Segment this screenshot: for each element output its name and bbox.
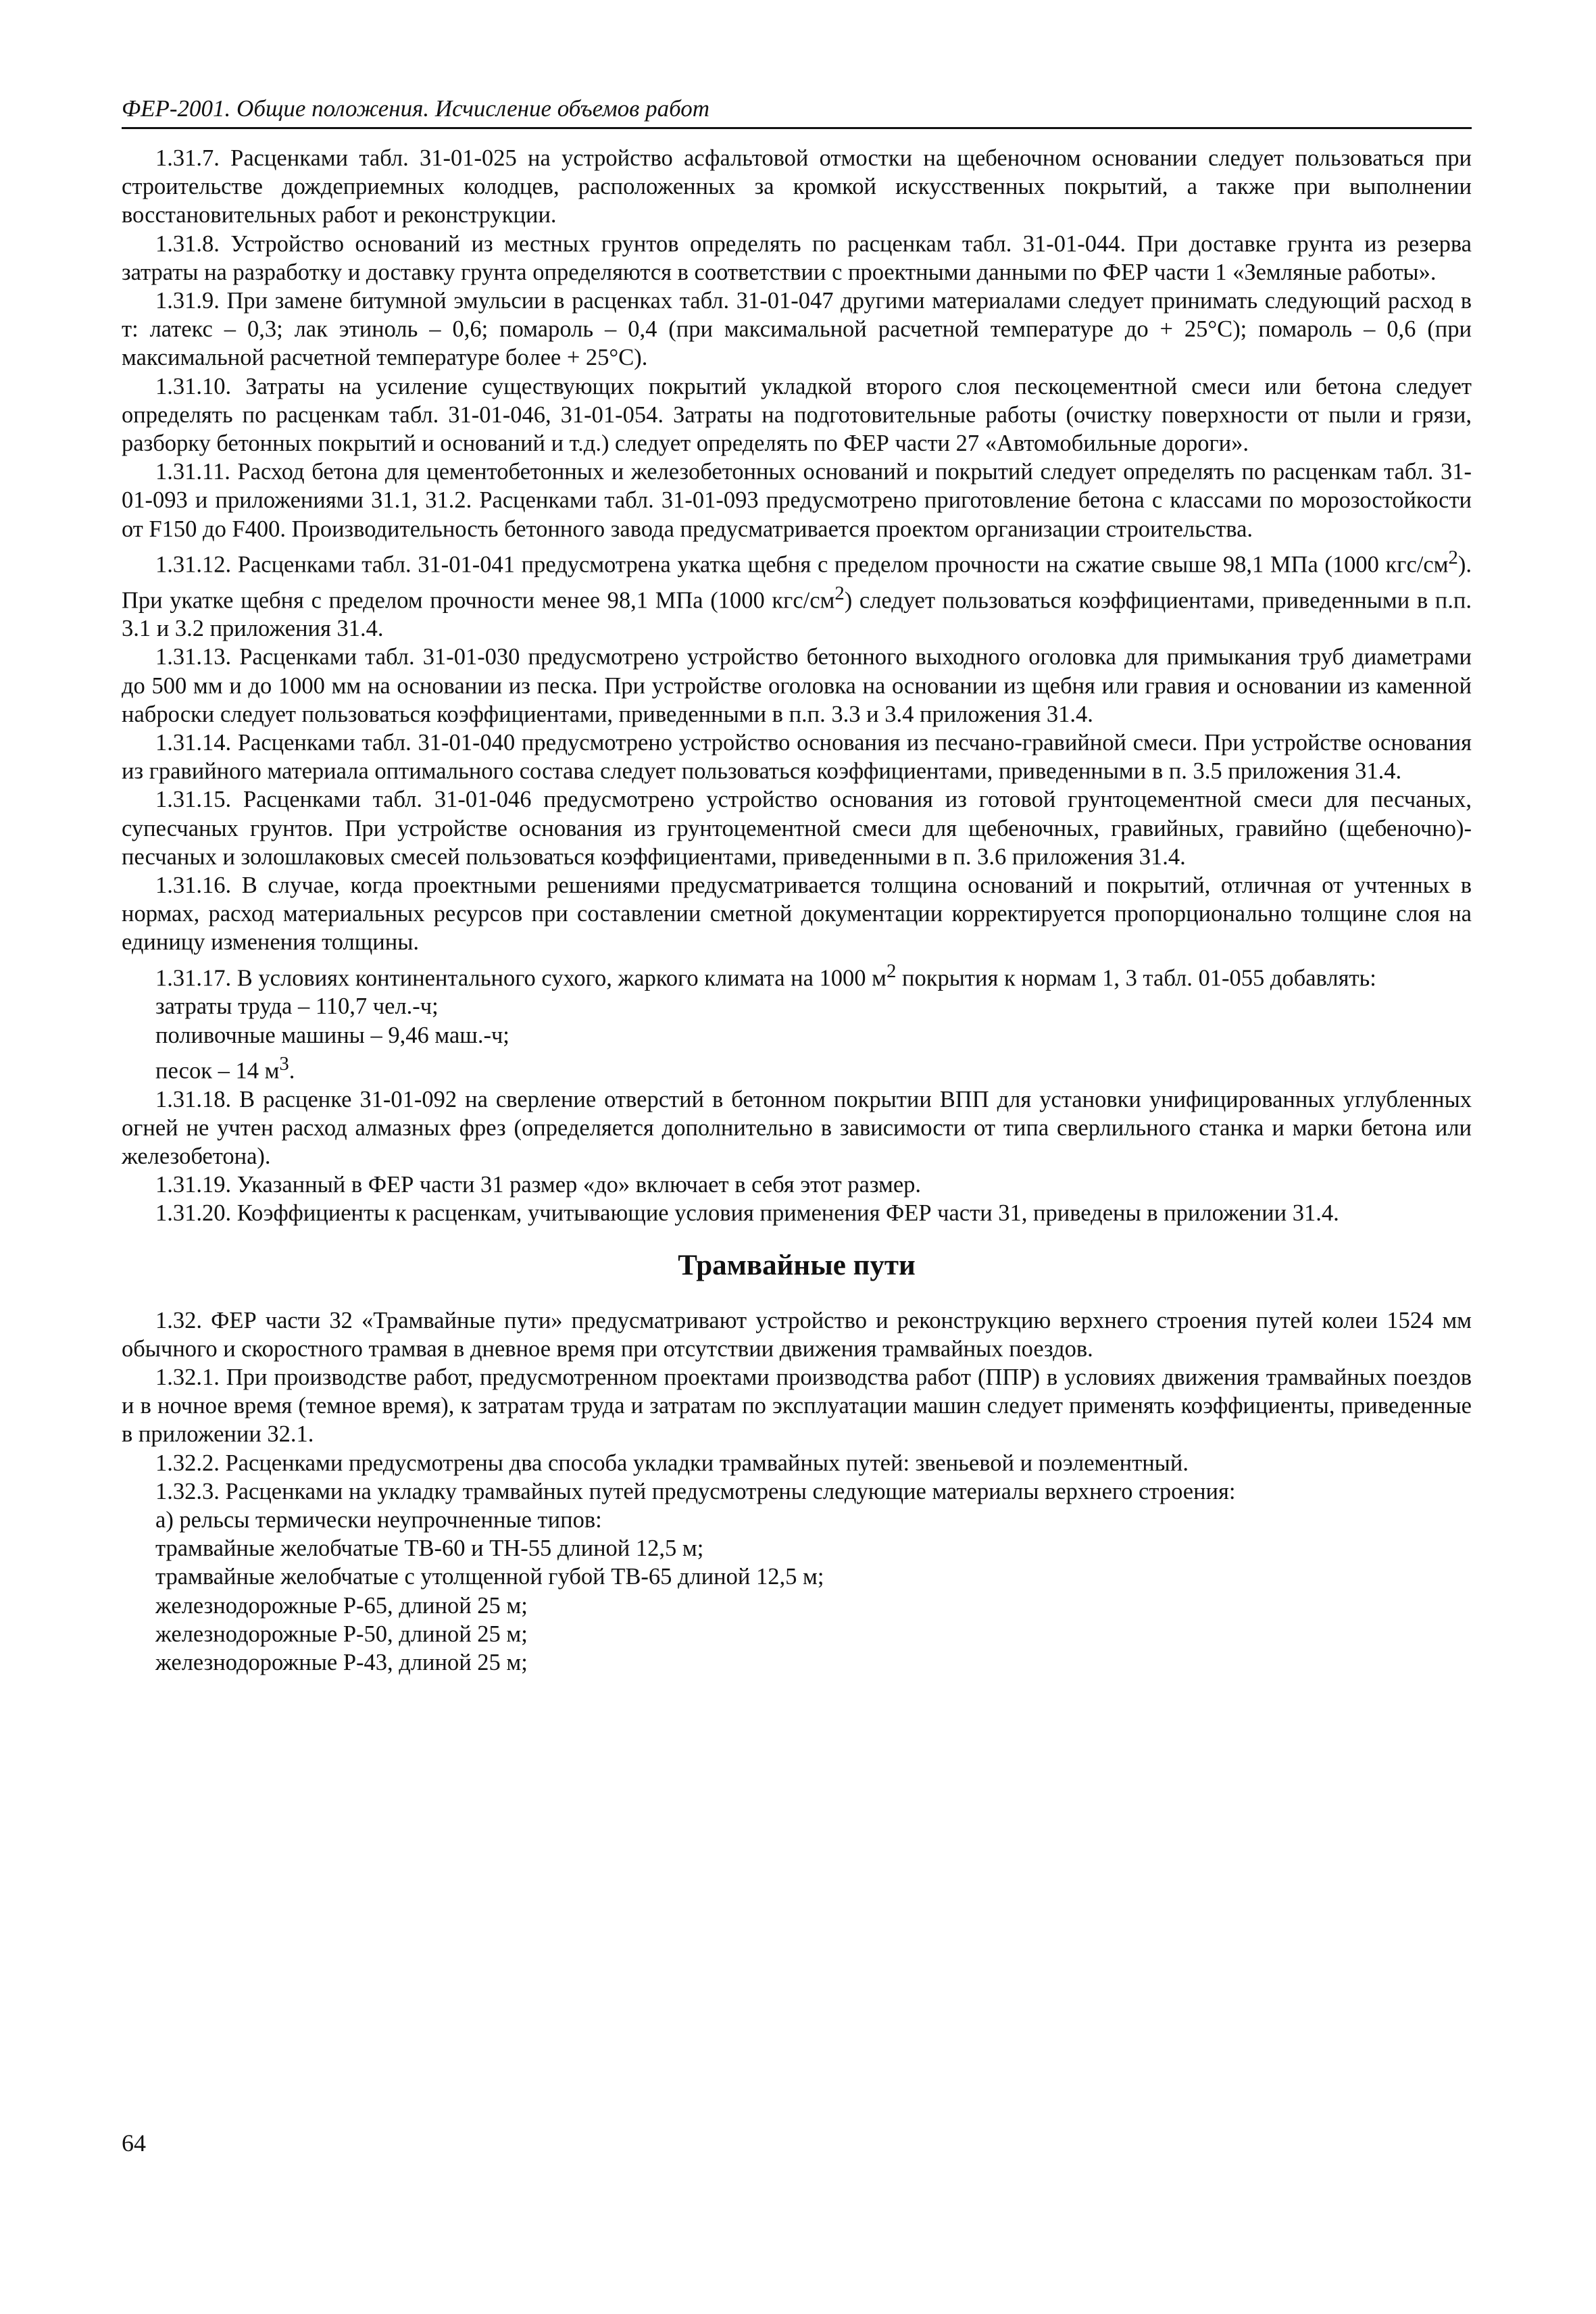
- page-number: 64: [122, 2130, 146, 2157]
- list-item: затраты труда – 110,7 чел.-ч;: [155, 993, 439, 1020]
- list-item: железнодорожные Р-65, длиной 25 м;: [155, 1592, 528, 1619]
- paragraph-1-31-13: 1.31.13. Расценками табл. 31-01-030 предусмотрено устройство бетонного выходного оголовка для примыкания труб диаметрами до 500 мм и до 1000 мм на основании из песка. При устройстве оголовка на основании из щебня или гравия и основании из каменной наброски следует пользоваться коэффициентами, приведенными в п.п. 3.3 и 3.4 приложения 31.4.: [122, 644, 1472, 727]
- list-item: [122, 1050, 1472, 1085]
- superscript: 2: [887, 960, 897, 982]
- paragraph-1-31-14: 1.31.14. Расценками табл. 31-01-040 предусмотрено устройство основания из песчано-гравийной смеси. При устройстве основания из гравийного материала оптимального состава следует пользоваться коэффициентами, приведенными в п. 3.5 приложения 31.4.: [122, 730, 1472, 785]
- paragraph-1-31-9: 1.31.9. При замене битумной эмульсии в расценках табл. 31-01-047 другими материалами следует принимать следующий расход в т: латекс – 0,3; лак этиноль – 0,6; помароль – 0,4 (при максимальной расчетной температуре до + 25°С); помароль – 0,6 (при максимальной расчетной температуре более + 25°С).: [122, 288, 1472, 371]
- paragraph-1-32-3: 1.32.3. Расценками на укладку трамвайных путей предусмотрены следующие материалы верхнего строения:: [155, 1478, 1236, 1504]
- paragraph-1-32: 1.32. ФЕР части 32 «Трамвайные пути» предусматривают устройство и реконструкцию верхнего строения путей колеи 1524 мм обычного и скоростного трамвая в дневное время при отсутствии движения трамвайных поездов.: [122, 1307, 1472, 1362]
- text-part: ) следует пользоваться коэффициентами, приведенными в п.п. 3.1 и 3.2 приложения 31.4.: [122, 587, 1472, 642]
- running-head: ФЕР-2001. Общие положения. Исчисление объемов работ: [122, 95, 1472, 129]
- text-part: 1.31.12. Расценками табл. 31-01-041 предусмотрена укатка щебня с пределом прочности на сжатие свыше 98,1 МПа (1000 кгс/см: [155, 551, 1449, 578]
- list-item: трамвайные желобчатые с утолщенной губой ТВ-65 длиной 12,5 м;: [155, 1564, 824, 1590]
- list-item: а) рельсы термически неупрочненные типов:: [155, 1506, 602, 1533]
- section-heading: Трамвайные пути: [678, 1249, 916, 1281]
- paragraph-1-32-2: 1.32.2. Расценками предусмотрены два способа укладки трамвайных путей: звеньевой и поэлементный.: [155, 1450, 1189, 1476]
- paragraph-1-31-12: [122, 543, 1472, 643]
- list-item: поливочные машины – 9,46 маш.-ч;: [155, 1022, 509, 1048]
- superscript: 2: [834, 582, 845, 604]
- list-item: железнодорожные Р-43, длиной 25 м;: [155, 1649, 528, 1675]
- paragraph-1-31-17: [122, 957, 1472, 993]
- superscript: 2: [1448, 546, 1458, 568]
- paragraph-1-31-19: 1.31.19. Указанный в ФЕР части 31 размер «до» включает в себя этот размер.: [155, 1172, 922, 1198]
- text-part: .: [289, 1058, 295, 1084]
- paragraph-1-31-16: 1.31.16. В случае, когда проектными решениями предусматривается толщина оснований и покрытий, отличная от учтенных в нормах, расход материальных ресурсов при составлении сметной документации корректируется пропорционально толщине слоя на единицу изменения толщины.: [122, 872, 1472, 956]
- paragraph-1-31-7: 1.31.7. Расценками табл. 31-01-025 на устройство асфальтовой отмостки на щебеночном основании следует пользоваться при строительстве дождеприемных колодцев, расположенных за кромкой искусственных покрытий, а также при выполнении восстановительных работ и реконструкции.: [122, 145, 1472, 228]
- list-item: железнодорожные Р-50, длиной 25 м;: [155, 1621, 528, 1647]
- superscript: 3: [279, 1052, 289, 1075]
- text-part: 1.31.17. В условиях континентального сухого, жаркого климата на 1000 м: [155, 965, 887, 991]
- paragraph-1-31-11: 1.31.11. Расход бетона для цементобетонных и железобетонных оснований и покрытий следует определять по расценкам табл. 31-01-093 и приложениями 31.1, 31.2. Расценками табл. 31-01-093 предусмотрено приготовление бетона с классами по морозостойкости от F150 до F400. Производительность бетонного завода предусматривается проектом организации строительства.: [122, 459, 1472, 542]
- text-part: песок – 14 м: [155, 1058, 280, 1084]
- list-item: трамвайные желобчатые ТВ-60 и ТН-55 длиной 12,5 м;: [155, 1535, 704, 1562]
- text-part: ). При укатке щебня с пределом прочности менее 98,1 МПа (1000 кгс/см: [122, 551, 1472, 614]
- paragraph-1-32-1: 1.32.1. При производстве работ, предусмотренном проектами производства работ (ППР) в условиях движения трамвайных поездов и в ночное время (темное время), к затратам труда и затратам по эксплуатации машин следует применять коэффициенты, приведенные в приложении 32.1.: [122, 1364, 1472, 1448]
- paragraph-1-31-18: 1.31.18. В расценке 31-01-092 на сверление отверстий в бетонном покрытии ВПП для установки унифицированных углубленных огней не учтен расход алмазных фрез (определяется дополнительно в зависимости от типа сверлильного станка и марки бетона или железобетона).: [122, 1086, 1472, 1169]
- paragraph-1-31-20: 1.31.20. Коэффициенты к расценкам, учитывающие условия применения ФЕР части 31, приведены в приложении 31.4.: [155, 1200, 1339, 1227]
- paragraph-1-31-15: 1.31.15. Расценками табл. 31-01-046 предусмотрено устройство основания из готовой грунтоцементной смеси для песчаных, супесчаных грунтов. При устройстве основания из грунтоцементной смеси для щебеночных, гравийных, гравийно (щебеночно)-песчаных и золошлаковых смесей пользоваться коэффициентами, приведенными в п. 3.6 приложения 31.4.: [122, 787, 1472, 870]
- paragraph-1-31-8: 1.31.8. Устройство оснований из местных грунтов определять по расценкам табл. 31-01-044. При доставке грунта из резерва затраты на разработку и доставку грунта определяются в соответствии с проектными данными по ФЕР части 1 «Земляные работы».: [122, 230, 1472, 285]
- paragraph-1-31-10: 1.31.10. Затраты на усиление существующих покрытий укладкой второго слоя пескоцементной смеси или бетона следует определять по расценкам табл. 31-01-046, 31-01-054. Затраты на подготовительные работы (очистку поверхности от пыли и грязи, разборку бетонных покрытий и оснований и т.д.) следует определять по ФЕР части 27 «Автомобильные дороги».: [122, 373, 1472, 457]
- page-body: [122, 95, 1472, 1677]
- text-part: покрытия к нормам 1, 3 табл. 01-055 добавлять:: [896, 965, 1376, 991]
